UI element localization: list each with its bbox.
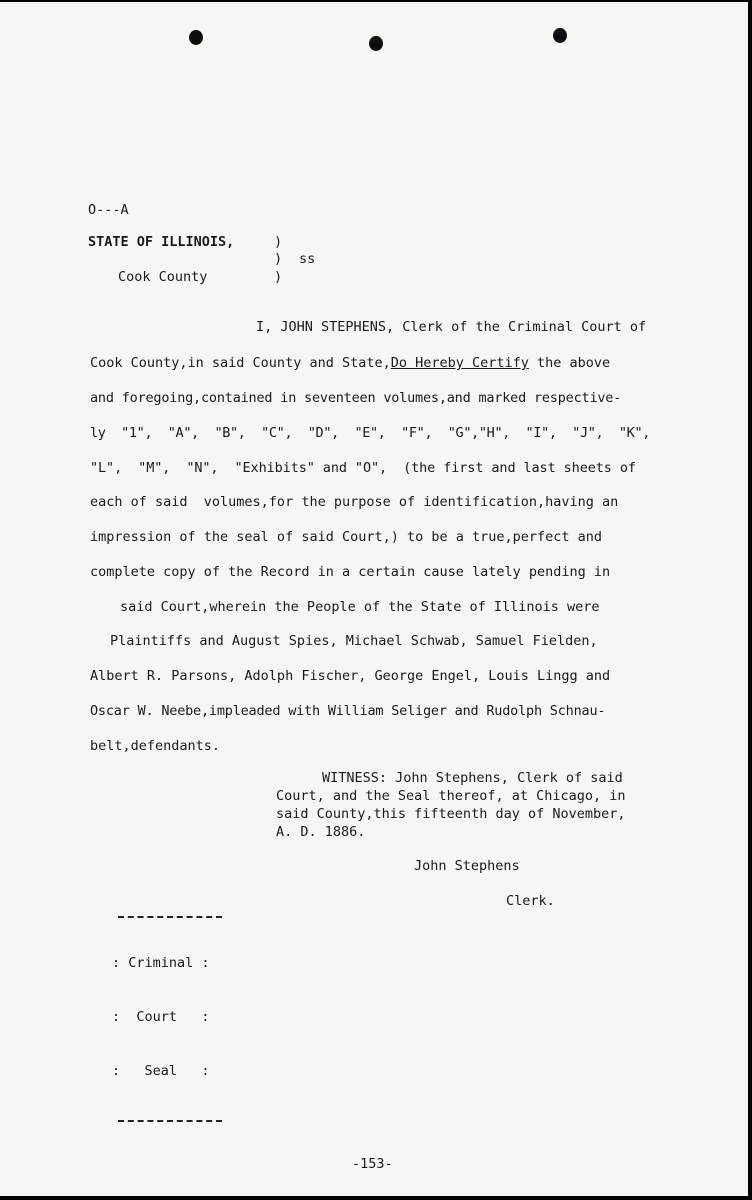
venue-bracket: ): [274, 269, 283, 285]
venue-bracket: ): [274, 251, 283, 267]
certify-phrase: Do Hereby Certify: [390, 355, 529, 371]
body-line: Plaintiffs and August Spies, Michael Schwab, Samuel Fielden,: [110, 633, 598, 649]
witness-line: A. D. 1886.: [276, 824, 366, 840]
punch-hole-left: [189, 30, 203, 45]
body-line: I, JOHN STEPHENS, Clerk of the Criminal Court of: [256, 319, 647, 335]
venue-ss: ss: [299, 251, 316, 267]
document-page: [0, 2, 751, 1196]
witness-line: WITNESS: John Stephens, Clerk of said: [322, 770, 623, 786]
punch-hole-center: [369, 36, 383, 51]
seal-rule-top: [118, 916, 222, 918]
venue-state: STATE OF ILLINOIS,: [88, 234, 235, 250]
court-seal: [112, 880, 242, 1158]
signature-title: Clerk.: [506, 893, 555, 909]
body-line: belt,defendants.: [90, 738, 221, 754]
body-line: and foregoing,contained in seventeen volumes,and marked respective-: [90, 390, 622, 406]
body-line: Albert R. Parsons, Adolph Fischer, George Engel, Louis Lingg and: [90, 668, 611, 684]
seal-rule-bottom: [118, 1120, 222, 1122]
punch-hole-right: [553, 28, 567, 43]
seal-line: : Court :: [112, 1009, 210, 1025]
witness-line: said County,this fifteenth day of November,: [276, 806, 626, 822]
seal-line: : Criminal :: [112, 955, 210, 971]
witness-line: Court, and the Seal thereof, at Chicago, in: [276, 788, 626, 804]
body-line-part: the above: [528, 355, 611, 371]
body-line: impression of the seal of said Court,) to be a true,perfect and: [90, 529, 603, 545]
body-line: [90, 355, 610, 371]
body-line-part: Cook County,in said County and State,: [90, 355, 391, 371]
body-line: ly "1", "A", "B", "C", "D", "E", "F", "G","H", "I", "J", "K",: [90, 425, 650, 441]
page-number: -153-: [352, 1156, 393, 1172]
file-id: O---A: [88, 202, 129, 218]
body-line: Oscar W. Neebe,impleaded with William Seliger and Rudolph Schnau-: [90, 703, 606, 719]
signature-name: John Stephens: [414, 858, 520, 874]
body-line: each of said volumes,for the purpose of identification,having an: [90, 494, 619, 510]
body-line: said Court,wherein the People of the State of Illinois were: [120, 599, 600, 615]
venue-bracket: ): [274, 234, 283, 250]
venue-county: Cook County: [118, 269, 208, 285]
body-line: complete copy of the Record in a certain cause lately pending in: [90, 564, 611, 580]
seal-line: : Seal :: [112, 1063, 210, 1079]
body-line: "L", "M", "N", "Exhibits" and "O", (the first and last sheets of: [90, 460, 636, 476]
